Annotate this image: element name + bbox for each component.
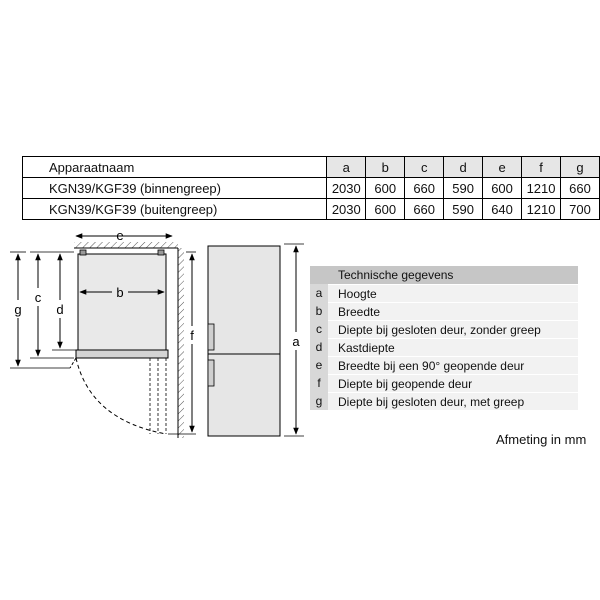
legend-key: a <box>310 284 328 302</box>
dim-label-b: b <box>116 285 124 300</box>
legend-text: Kastdiepte <box>328 338 578 356</box>
fridge-spacer <box>80 250 86 255</box>
dim-label-f: f <box>190 328 194 343</box>
fridge-spacer <box>158 250 164 255</box>
table-row <box>23 199 600 220</box>
fridge-dimension-drawing <box>0 224 310 444</box>
table-cell-model: KGN39/KGF39 (binnengreep) <box>23 178 327 199</box>
table-cell: 660 <box>405 199 444 220</box>
table-cell: 2030 <box>327 178 366 199</box>
legend-key: d <box>310 338 328 356</box>
legend-item <box>310 374 578 392</box>
legend-item <box>310 356 578 374</box>
table-header-col: d <box>444 157 483 178</box>
table-cell: 660 <box>561 178 600 199</box>
fridge-top-view <box>78 254 166 350</box>
fridge-upper-handle <box>208 324 214 350</box>
legend-key: e <box>310 356 328 374</box>
table-header-col: f <box>522 157 561 178</box>
legend-text: Breedte bij een 90° geopende deur <box>328 356 578 374</box>
wall-side-hatch <box>178 248 184 438</box>
unit-note: Afmeting in mm <box>496 432 587 447</box>
fridge-front-view <box>208 246 280 436</box>
table-cell: 590 <box>444 199 483 220</box>
door-swing-arc <box>76 358 166 434</box>
table-cell: 2030 <box>327 199 366 220</box>
fridge-lower-handle <box>208 360 214 386</box>
table-cell: 1210 <box>522 199 561 220</box>
table-header-row <box>23 157 600 178</box>
table-cell: 700 <box>561 199 600 220</box>
table-cell: 600 <box>366 178 405 199</box>
dim-label-d: d <box>56 302 64 317</box>
dim-label-e: e <box>116 228 124 243</box>
legend-item <box>310 284 578 302</box>
table-header-col: b <box>366 157 405 178</box>
legend-key: g <box>310 392 328 410</box>
table-header-col: a <box>327 157 366 178</box>
table-cell: 600 <box>483 178 522 199</box>
table-cell: 600 <box>366 199 405 220</box>
wall-top-hatch <box>74 242 178 248</box>
table-header-col: c <box>405 157 444 178</box>
dim-label-a: a <box>292 334 300 349</box>
table-row <box>23 178 600 199</box>
legend-key: c <box>310 320 328 338</box>
legend-item <box>310 302 578 320</box>
legend-title: Technische gegevens <box>310 266 578 284</box>
legend-text: Breedte <box>328 302 578 320</box>
legend-technical-data <box>310 266 578 410</box>
table-cell: 660 <box>405 178 444 199</box>
legend-key: f <box>310 374 328 392</box>
legend-item <box>310 320 578 338</box>
table-cell: 590 <box>444 178 483 199</box>
table-header-name: Apparaatnaam <box>23 157 327 178</box>
legend-item <box>310 392 578 410</box>
legend-text: Hoogte <box>328 284 578 302</box>
table-header-col: g <box>561 157 600 178</box>
dimensions-table <box>22 156 600 220</box>
table-cell-model: KGN39/KGF39 (buitengreep) <box>23 199 327 220</box>
legend-text: Diepte bij gesloten deur, zonder greep <box>328 320 578 338</box>
table-cell: 1210 <box>522 178 561 199</box>
dim-label-g: g <box>14 302 22 317</box>
door-handle-line <box>70 358 76 368</box>
legend-key: b <box>310 302 328 320</box>
dim-label-c: c <box>34 290 42 305</box>
table-cell: 640 <box>483 199 522 220</box>
table-header-col: e <box>483 157 522 178</box>
legend-text: Diepte bij geopende deur <box>328 374 578 392</box>
legend-item <box>310 338 578 356</box>
fridge-door-top-view <box>76 350 168 358</box>
legend-text: Diepte bij gesloten deur, met greep <box>328 392 578 410</box>
